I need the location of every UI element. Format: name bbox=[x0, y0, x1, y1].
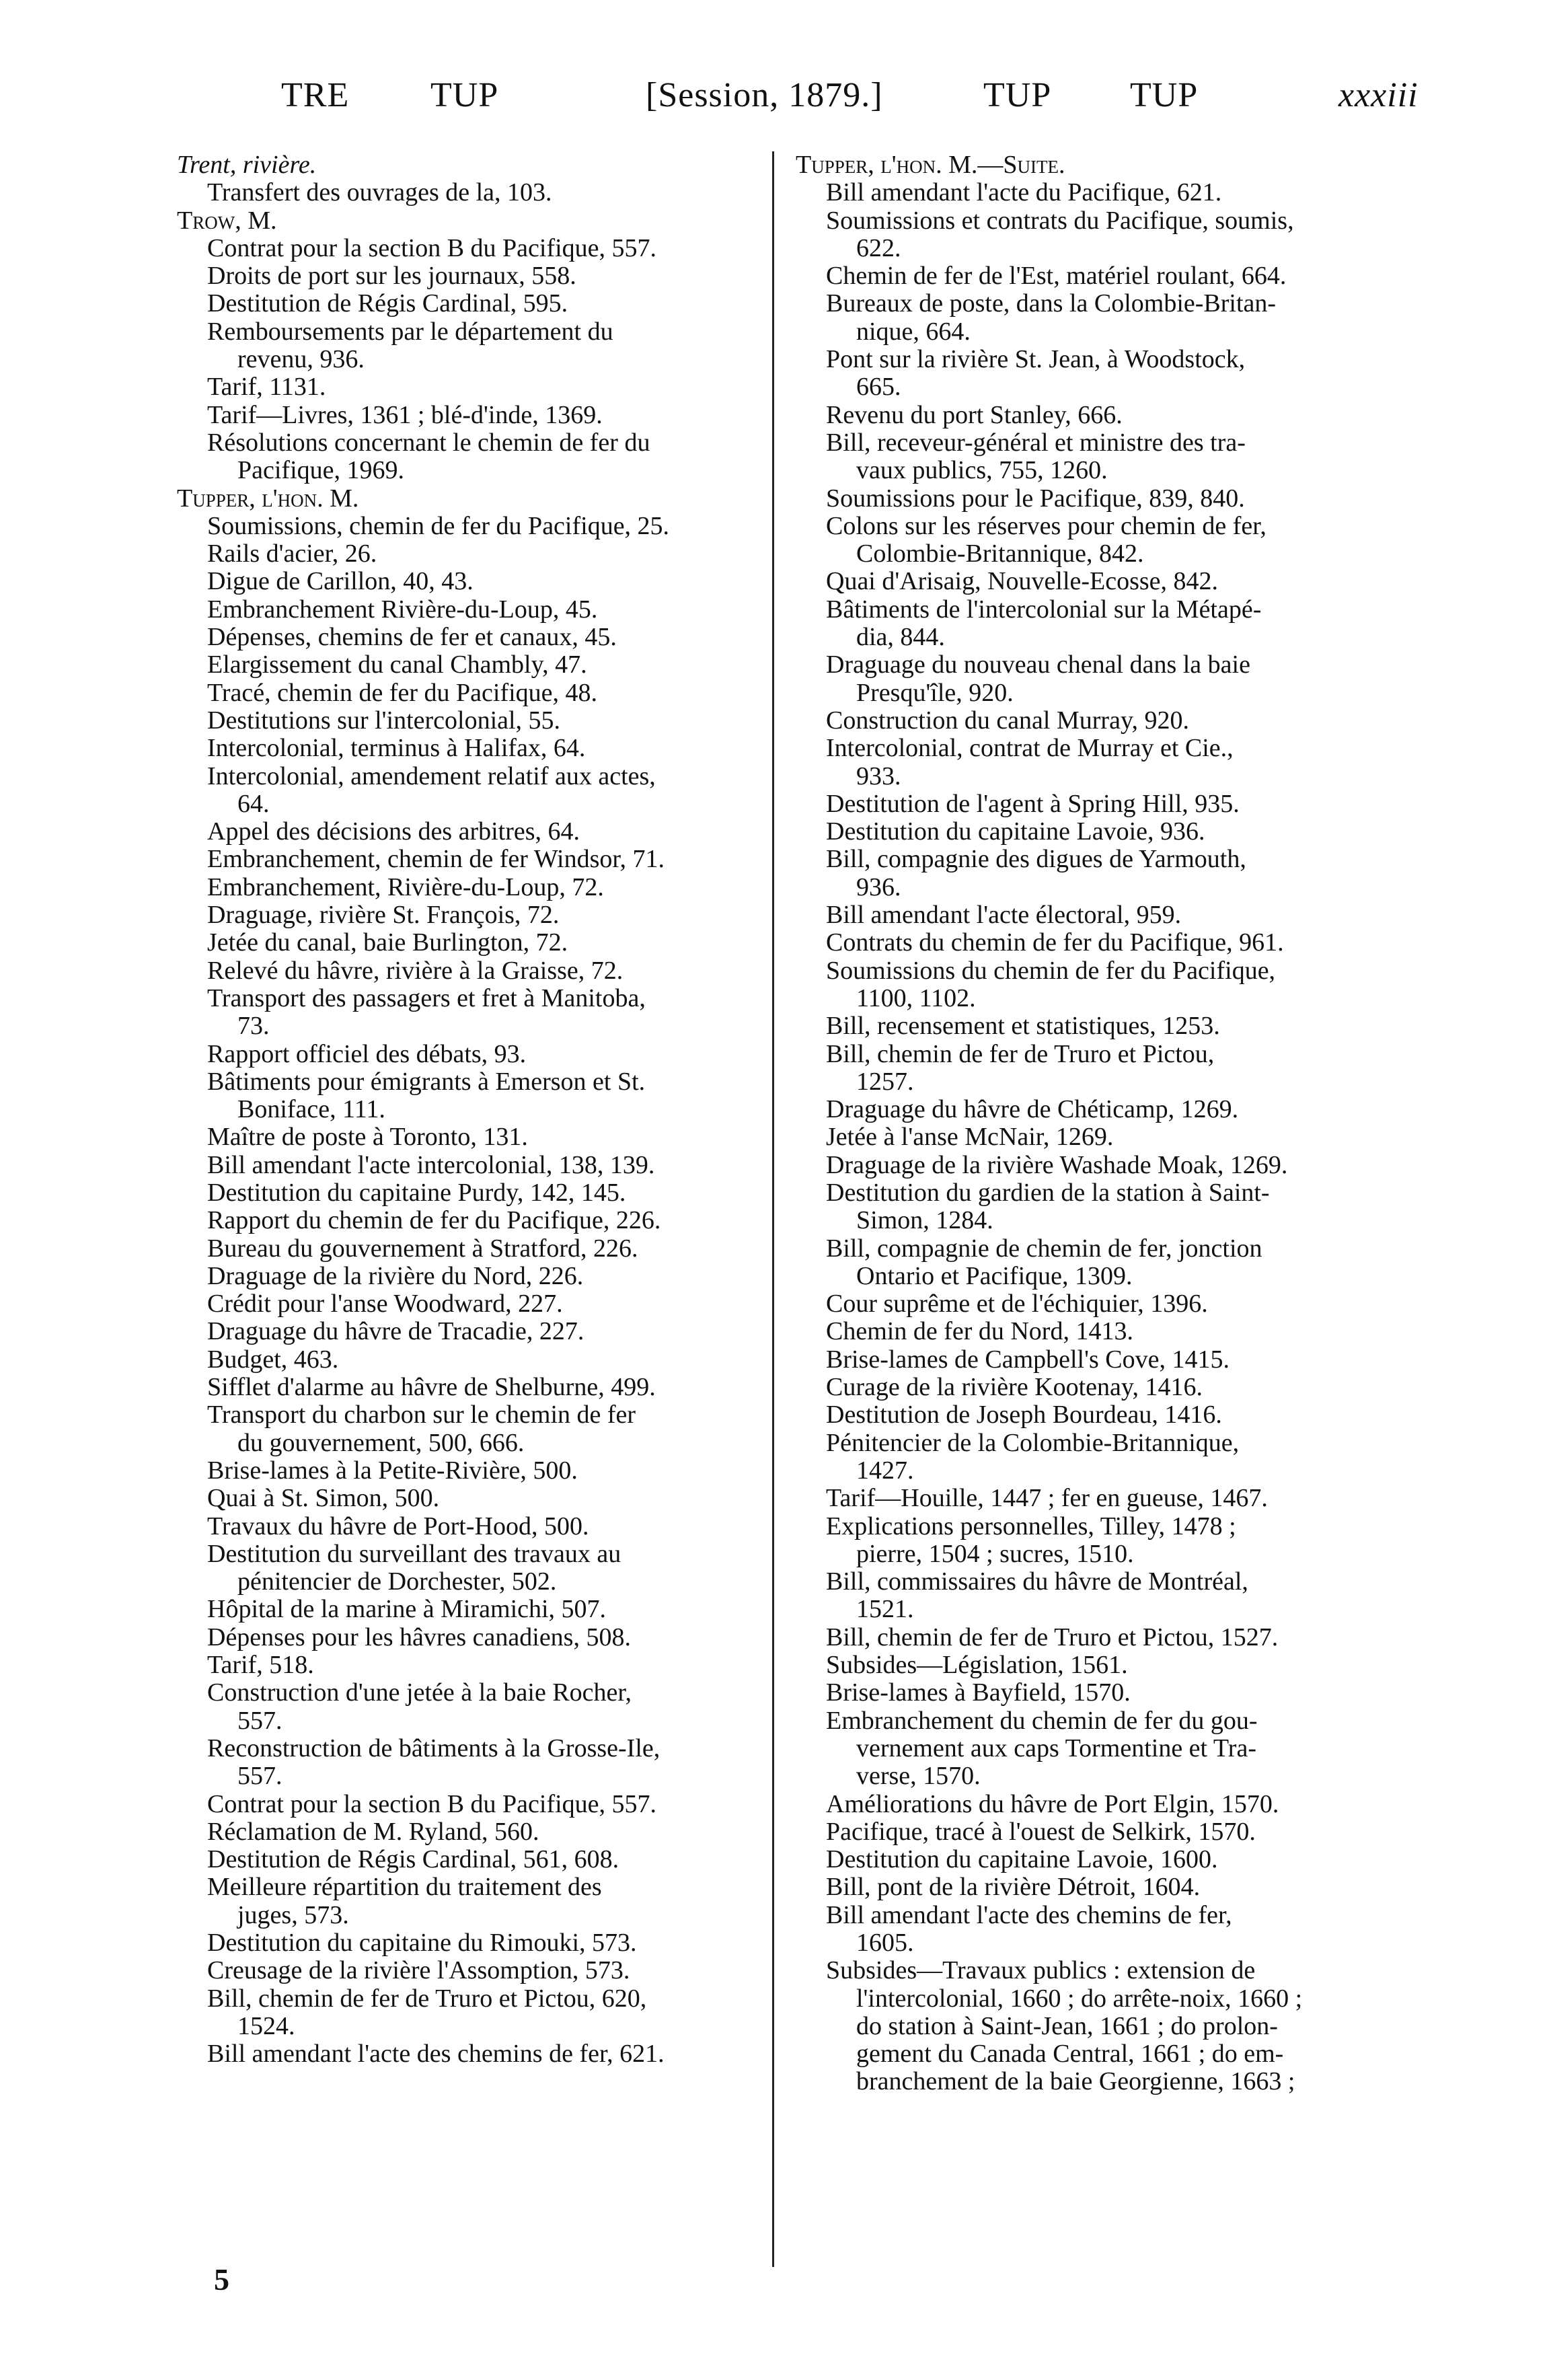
index-entry-line: Destitution du capitaine Purdy, 142, 145. bbox=[207, 1178, 626, 1207]
index-entry-line: Draguage, rivière St. François, 72. bbox=[207, 901, 560, 930]
index-entry-line: Transport des passagers et fret à Manitoba, bbox=[207, 983, 646, 1012]
index-entry-line: Bill, compagnie de chemin de fer, jonction bbox=[826, 1234, 1262, 1263]
index-entry-line: Rails d'acier, 26. bbox=[207, 540, 377, 568]
index-entry-line: Destitution du surveillant des travaux au bbox=[207, 1539, 621, 1568]
index-entry-line: Bill, commissaires du hâvre de Montréal, bbox=[826, 1567, 1248, 1596]
index-entry-line: Bâtiments de l'intercolonial sur la Métapé- bbox=[826, 595, 1262, 624]
index-entry-line: Chemin de fer de l'Est, matériel roulant, 664. bbox=[826, 262, 1287, 291]
index-entry-line: 665. bbox=[856, 373, 901, 402]
index-heading: Trow, M. bbox=[177, 206, 277, 235]
index-entry-line: 936. bbox=[856, 872, 901, 901]
index-entry-line: pénitencier de Dorchester, 502. bbox=[237, 1567, 557, 1596]
header-last-word-right: TUP bbox=[1130, 76, 1199, 114]
index-entry-line: Draguage de la rivière Washade Moak, 1269. bbox=[826, 1150, 1288, 1179]
index-entry-line: 1427. bbox=[856, 1456, 914, 1485]
right-column bbox=[796, 151, 1388, 2096]
index-entry-line: Bill amendant l'acte des chemins de fer, 621. bbox=[207, 2040, 665, 2069]
index-entry-line: Résolutions concernant le chemin de fer du bbox=[207, 428, 650, 457]
index-entry-line: Construction d'une jetée à la baie Rocher, bbox=[207, 1678, 632, 1707]
index-entry-line: Hôpital de la marine à Miramichi, 507. bbox=[207, 1595, 607, 1624]
index-entry-line: Reconstruction de bâtiments à la Grosse-Ile, bbox=[207, 1734, 660, 1762]
index-entry-line: Destitution de Régis Cardinal, 561, 608. bbox=[207, 1845, 619, 1874]
index-entry-line: Destitution du capitaine Lavoie, 936. bbox=[826, 817, 1205, 846]
index-entry-line: Bill, compagnie des digues de Yarmouth, bbox=[826, 845, 1246, 874]
header-session: [Session, 1879.] bbox=[646, 76, 883, 114]
header-last-word-left: TUP bbox=[430, 76, 499, 114]
index-entry-line: 1100, 1102. bbox=[856, 983, 976, 1012]
index-entry-line: 1524. bbox=[237, 2011, 295, 2040]
index-entry-line: Bill, receveur-général et ministre des tra- bbox=[826, 428, 1246, 457]
index-entry-line: Subsides—Législation, 1561. bbox=[826, 1651, 1128, 1680]
index-entry-line: Soumissions pour le Pacifique, 839, 840. bbox=[826, 484, 1245, 513]
index-entry-line: Chemin de fer du Nord, 1413. bbox=[826, 1317, 1133, 1346]
index-entry-line: Intercolonial, contrat de Murray et Cie., bbox=[826, 734, 1234, 763]
index-entry-line: Intercolonial, amendement relatif aux actes, bbox=[207, 761, 656, 790]
index-entry-line: Soumissions et contrats du Pacifique, soumis, bbox=[826, 206, 1294, 235]
index-entry-line: Brise-lames de Campbell's Cove, 1415. bbox=[826, 1345, 1230, 1374]
page-number: xxxiii bbox=[1338, 76, 1418, 114]
index-entry-line: du gouvernement, 500, 666. bbox=[237, 1428, 525, 1457]
index-entry-line: Boniface, 111. bbox=[237, 1095, 385, 1124]
index-entry-line: Bill amendant l'acte des chemins de fer, bbox=[826, 1900, 1232, 1929]
index-heading: Tupper, l'hon. M.—Suite. bbox=[796, 151, 1065, 179]
index-entry-line: Pont sur la rivière St. Jean, à Woodstock, bbox=[826, 345, 1246, 374]
index-entry-line: Quai à St. Simon, 500. bbox=[207, 1484, 440, 1513]
index-entry-line: Pacifique, tracé à l'ouest de Selkirk, 1570. bbox=[826, 1817, 1256, 1846]
index-entry-line: Rapport du chemin de fer du Pacifique, 226. bbox=[207, 1206, 661, 1235]
index-entry-line: Curage de la rivière Kootenay, 1416. bbox=[826, 1373, 1203, 1402]
index-entry-line: Jetée du canal, baie Burlington, 72. bbox=[207, 928, 568, 957]
index-entry-line: Tracé, chemin de fer du Pacifique, 48. bbox=[207, 678, 598, 707]
index-heading: Tupper, l'hon. M. bbox=[177, 484, 359, 513]
index-entry-line: Destitution du capitaine Lavoie, 1600. bbox=[826, 1845, 1218, 1874]
index-entry-line: Bill, pont de la rivière Détroit, 1604. bbox=[826, 1873, 1201, 1902]
index-entry-line: 933. bbox=[856, 761, 901, 790]
index-entry-line: Revenu du port Stanley, 666. bbox=[826, 400, 1123, 429]
index-entry-line: Bill, chemin de fer de Truro et Pictou, 1527. bbox=[826, 1623, 1279, 1651]
index-entry-line: dia, 844. bbox=[856, 623, 945, 652]
header-first-word-right: TUP bbox=[983, 76, 1052, 114]
index-entry-line: 1605. bbox=[856, 1929, 914, 1957]
index-entry-line: Remboursements par le département du bbox=[207, 317, 613, 346]
index-entry-line: verse, 1570. bbox=[856, 1762, 981, 1791]
index-entry-line: Embranchement, Rivière-du-Loup, 72. bbox=[207, 872, 604, 901]
index-entry-line: Dépenses, chemins de fer et canaux, 45. bbox=[207, 623, 617, 652]
index-entry-line: 557. bbox=[237, 1706, 282, 1735]
left-column bbox=[177, 151, 757, 2068]
page-header bbox=[0, 75, 1551, 129]
index-entry-line: Elargissement du canal Chambly, 47. bbox=[207, 650, 587, 679]
index-entry-line: branchement de la baie Georgienne, 1663 ; bbox=[856, 2067, 1295, 2096]
index-entry-line: Soumissions du chemin de fer du Pacifique, bbox=[826, 956, 1276, 985]
index-entry-line: pierre, 1504 ; sucres, 1510. bbox=[856, 1539, 1134, 1568]
index-entry-line: vaux publics, 755, 1260. bbox=[856, 456, 1108, 485]
index-entry-line: Tarif, 518. bbox=[207, 1651, 314, 1680]
index-entry-line: Pénitencier de la Colombie-Britannique, bbox=[826, 1428, 1240, 1457]
index-entry-line: Destitution de Joseph Bourdeau, 1416. bbox=[826, 1401, 1222, 1429]
header-first-word-left: TRE bbox=[281, 76, 350, 114]
index-entry-line: Tarif, 1131. bbox=[207, 373, 326, 402]
index-entry-line: Tarif—Livres, 1361 ; blé-d'inde, 1369. bbox=[207, 400, 603, 429]
index-entry-line: Quai d'Arisaig, Nouvelle-Ecosse, 842. bbox=[826, 567, 1219, 596]
index-entry-line: Construction du canal Murray, 920. bbox=[826, 706, 1189, 735]
index-entry-line: Réclamation de M. Ryland, 560. bbox=[207, 1817, 539, 1846]
index-entry-line: Bureaux de poste, dans la Colombie-Britan- bbox=[826, 289, 1277, 318]
index-entry-line: Dépenses pour les hâvres canadiens, 508. bbox=[207, 1623, 631, 1651]
index-entry-line: Tarif—Houille, 1447 ; fer en gueuse, 1467. bbox=[826, 1484, 1268, 1513]
column-divider bbox=[772, 151, 774, 2267]
index-entry-line: 1521. bbox=[856, 1595, 914, 1624]
index-entry-line: Destitution du gardien de la station à Saint- bbox=[826, 1178, 1270, 1207]
index-entry-line: Bill, chemin de fer de Truro et Pictou, 620, bbox=[207, 1984, 647, 2013]
index-entry-line: vernement aux caps Tormentine et Tra- bbox=[856, 1734, 1256, 1762]
index-entry-line: Draguage du hâvre de Tracadie, 227. bbox=[207, 1317, 584, 1346]
index-entry-line: Brise-lames à Bayfield, 1570. bbox=[826, 1678, 1131, 1707]
index-entry-line: Budget, 463. bbox=[207, 1345, 339, 1374]
index-entry-line: Destitution de l'agent à Spring Hill, 935. bbox=[826, 789, 1240, 818]
index-entry-line: 73. bbox=[237, 1012, 270, 1041]
index-entry-line: Rapport officiel des débats, 93. bbox=[207, 1039, 527, 1068]
index-entry-line: Cour suprême et de l'échiquier, 1396. bbox=[826, 1290, 1208, 1318]
index-entry-line: Draguage du hâvre de Chéticamp, 1269. bbox=[826, 1095, 1239, 1124]
index-entry-line: Droits de port sur les journaux, 558. bbox=[207, 262, 576, 291]
index-entry-line: Simon, 1284. bbox=[856, 1206, 993, 1235]
index-entry-line: Bill, recensement et statistiques, 1253. bbox=[826, 1012, 1220, 1041]
index-entry-line: Maître de poste à Toronto, 131. bbox=[207, 1123, 528, 1152]
index-entry-line: Intercolonial, terminus à Halifax, 64. bbox=[207, 734, 586, 763]
index-entry-line: Meilleure répartition du traitement des bbox=[207, 1873, 602, 1902]
index-entry-line: Explications personnelles, Tilley, 1478 ; bbox=[826, 1512, 1236, 1540]
index-entry-line: revenu, 936. bbox=[237, 345, 365, 374]
index-entry-line: Presqu'île, 920. bbox=[856, 678, 1014, 707]
index-entry-line: Pacifique, 1969. bbox=[237, 456, 405, 485]
index-entry-line: Draguage du nouveau chenal dans la baie bbox=[826, 650, 1250, 679]
index-entry-line: Contrat pour la section B du Pacifique, 557. bbox=[207, 233, 657, 262]
index-heading: Trent, rivière. bbox=[177, 151, 317, 179]
index-entry-line: Draguage de la rivière du Nord, 226. bbox=[207, 1261, 584, 1290]
index-entry-line: Creusage de la rivière l'Assomption, 573. bbox=[207, 1956, 630, 1985]
index-entry-line: Colons sur les réserves pour chemin de fer, bbox=[826, 511, 1266, 540]
index-entry-line: Transport du charbon sur le chemin de fer bbox=[207, 1401, 636, 1429]
index-entry-line: Ontario et Pacifique, 1309. bbox=[856, 1261, 1133, 1290]
index-entry-line: Bureau du gouvernement à Stratford, 226. bbox=[207, 1234, 638, 1263]
index-entry-line: 622. bbox=[856, 233, 901, 262]
index-entry-line: Bill amendant l'acte du Pacifique, 621. bbox=[826, 178, 1222, 207]
index-entry-line: Bill, chemin de fer de Truro et Pictou, bbox=[826, 1039, 1215, 1068]
index-entry-line: Destitution du capitaine du Rimouki, 573. bbox=[207, 1929, 637, 1957]
index-entry-line: Sifflet d'alarme au hâvre de Shelburne, 499. bbox=[207, 1373, 656, 1402]
index-entry-line: Destitution de Régis Cardinal, 595. bbox=[207, 289, 568, 318]
index-entry-line: juges, 573. bbox=[237, 1900, 349, 1929]
index-entry-line: Contrats du chemin de fer du Pacifique, 961. bbox=[826, 928, 1284, 957]
index-entry-line: Soumissions, chemin de fer du Pacifique, 25. bbox=[207, 511, 670, 540]
index-entry-line: Digue de Carillon, 40, 43. bbox=[207, 567, 474, 596]
index-entry-line: Embranchement, chemin de fer Windsor, 71. bbox=[207, 845, 665, 874]
index-entry-line: Destitutions sur l'intercolonial, 55. bbox=[207, 706, 561, 735]
index-entry-line: Bill amendant l'acte intercolonial, 138, 139. bbox=[207, 1150, 655, 1179]
index-entry-line: Embranchement Rivière-du-Loup, 45. bbox=[207, 595, 598, 624]
index-entry-line: gement du Canada Central, 1661 ; do em- bbox=[856, 2040, 1284, 2069]
index-entry-line: Travaux du hâvre de Port-Hood, 500. bbox=[207, 1512, 589, 1540]
index-entry-line: 557. bbox=[237, 1762, 282, 1791]
index-entry-line: Transfert des ouvrages de la, 103. bbox=[207, 178, 552, 207]
index-entry-line: Embranchement du chemin de fer du gou- bbox=[826, 1706, 1258, 1735]
index-entry-line: nique, 664. bbox=[856, 317, 971, 346]
index-entry-line: Subsides—Travaux publics : extension de bbox=[826, 1956, 1256, 1985]
index-entry-line: do station à Saint-Jean, 1661 ; do prolon- bbox=[856, 2011, 1278, 2040]
index-entry-line: Jetée à l'anse McNair, 1269. bbox=[826, 1123, 1114, 1152]
index-entry-line: Colombie-Britannique, 842. bbox=[856, 540, 1144, 568]
index-entry-line: Bâtiments pour émigrants à Emerson et St. bbox=[207, 1067, 646, 1096]
index-entry-line: l'intercolonial, 1660 ; do arrête-noix, 1660 ; bbox=[856, 1984, 1303, 2013]
index-entry-line: Crédit pour l'anse Woodward, 227. bbox=[207, 1290, 563, 1318]
signature-mark: 5 bbox=[214, 2262, 229, 2297]
index-entry-line: Contrat pour la section B du Pacifique, 557. bbox=[207, 1789, 657, 1818]
index-entry-line: Améliorations du hâvre de Port Elgin, 1570. bbox=[826, 1789, 1279, 1818]
index-entry-line: Relevé du hâvre, rivière à la Graisse, 72. bbox=[207, 956, 623, 985]
index-entry-line: Appel des décisions des arbitres, 64. bbox=[207, 817, 580, 846]
index-entry-line: Brise-lames à la Petite-Rivière, 500. bbox=[207, 1456, 578, 1485]
index-entry-line: Bill amendant l'acte électoral, 959. bbox=[826, 901, 1182, 930]
index-entry-line: 1257. bbox=[856, 1067, 914, 1096]
index-entry-line: 64. bbox=[237, 789, 270, 818]
